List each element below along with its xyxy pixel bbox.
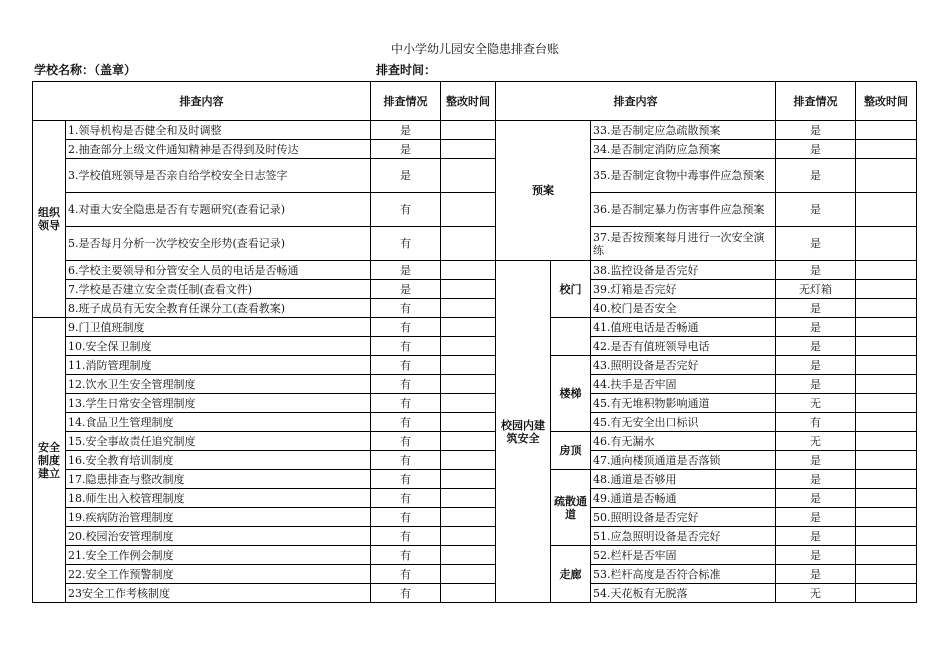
left-item-text: 23安全工作考核制度	[66, 584, 371, 603]
category-org: 组织领导	[33, 121, 66, 318]
right-item-text: 45.有无安全出口标识	[591, 413, 776, 432]
right-item-status: 是	[776, 470, 856, 489]
header-content-right: 排查内容	[496, 82, 776, 121]
left-item-text: 20.校园治安管理制度	[66, 527, 371, 546]
right-item-status: 是	[776, 140, 856, 159]
right-item-status: 是	[776, 508, 856, 527]
subcategory-stairs: 楼梯	[551, 356, 591, 432]
left-item-deadline[interactable]	[441, 299, 496, 318]
right-item-text: 47.通向楼顶通道是否落锁	[591, 451, 776, 470]
left-item-deadline[interactable]	[441, 356, 496, 375]
right-item-text: 54.天花板有无脱落	[591, 584, 776, 603]
left-item-deadline[interactable]	[441, 318, 496, 337]
left-item-status: 有	[371, 193, 441, 227]
right-item-status: 是	[776, 193, 856, 227]
right-item-status: 是	[776, 318, 856, 337]
left-item-deadline[interactable]	[441, 394, 496, 413]
left-item-deadline[interactable]	[441, 546, 496, 565]
left-item-status: 有	[371, 584, 441, 603]
left-item-text: 13.学生日常安全管理制度	[66, 394, 371, 413]
left-item-status: 有	[371, 565, 441, 584]
header-status-right: 排查情况	[776, 82, 856, 121]
right-item-text: 40.校门是否安全	[591, 299, 776, 318]
left-item-status: 有	[371, 527, 441, 546]
left-item-status: 是	[371, 280, 441, 299]
left-item-status: 有	[371, 508, 441, 527]
left-item-deadline[interactable]	[441, 375, 496, 394]
left-item-status: 有	[371, 318, 441, 337]
left-item-status: 是	[371, 159, 441, 193]
subcategory-evacuation: 疏散通道	[551, 470, 591, 546]
right-item-text: 51.应急照明设备是否完好	[591, 527, 776, 546]
left-item-text: 1.领导机构是否健全和及时调整	[66, 121, 371, 140]
subcategory-gate: 校门	[551, 261, 591, 318]
right-item-deadline[interactable]	[856, 337, 917, 356]
right-item-text: 36.是否制定暴力伤害事件应急预案	[591, 193, 776, 227]
right-item-deadline[interactable]	[856, 470, 917, 489]
right-item-status: 是	[776, 489, 856, 508]
left-item-text: 6.学校主要领导和分管安全人员的电话是否畅通	[66, 261, 371, 280]
left-item-text: 17.隐患排查与整改制度	[66, 470, 371, 489]
left-item-deadline[interactable]	[441, 432, 496, 451]
left-item-deadline[interactable]	[441, 451, 496, 470]
right-item-status: 是	[776, 159, 856, 193]
left-item-status: 有	[371, 337, 441, 356]
right-item-text: 35.是否制定食物中毒事件应急预案	[591, 159, 776, 193]
right-item-deadline[interactable]	[856, 394, 917, 413]
left-item-text: 18.师生出入校管理制度	[66, 489, 371, 508]
left-item-text: 12.饮水卫生安全管理制度	[66, 375, 371, 394]
category-plan: 预案	[496, 121, 591, 261]
left-item-status: 有	[371, 470, 441, 489]
right-item-status: 无	[776, 584, 856, 603]
right-item-status: 无灯箱	[776, 280, 856, 299]
right-item-status: 是	[776, 121, 856, 140]
right-item-deadline[interactable]	[856, 489, 917, 508]
right-item-status: 无	[776, 394, 856, 413]
left-item-deadline[interactable]	[441, 280, 496, 299]
right-item-text: 49.通道是否畅通	[591, 489, 776, 508]
left-item-text: 8.班子成员有无安全教育任课分工(查看教案)	[66, 299, 371, 318]
right-item-status: 是	[776, 227, 856, 261]
left-item-deadline[interactable]	[441, 527, 496, 546]
left-item-status: 有	[371, 413, 441, 432]
left-item-text: 3.学校值班领导是否亲自给学校安全日志签字	[66, 159, 371, 193]
header-deadline-right: 整改时间	[856, 82, 917, 121]
inspection-ledger-table	[32, 81, 917, 603]
category-system: 安全制度建立	[33, 318, 66, 603]
left-item-status: 有	[371, 489, 441, 508]
right-item-deadline[interactable]	[856, 299, 917, 318]
right-item-text: 46.有无漏水	[591, 432, 776, 451]
left-item-deadline[interactable]	[441, 413, 496, 432]
right-item-deadline[interactable]	[856, 527, 917, 546]
right-item-status: 是	[776, 451, 856, 470]
left-item-status: 有	[371, 299, 441, 318]
left-item-status: 有	[371, 432, 441, 451]
left-item-text: 9.门卫值班制度	[66, 318, 371, 337]
left-item-status: 有	[371, 394, 441, 413]
right-item-text: 43.照明设备是否完好	[591, 356, 776, 375]
right-item-deadline[interactable]	[856, 375, 917, 394]
right-item-deadline[interactable]	[856, 451, 917, 470]
left-item-text: 21.安全工作例会制度	[66, 546, 371, 565]
left-item-text: 2.抽查部分上级文件通知精神是否得到及时传达	[66, 140, 371, 159]
right-item-deadline[interactable]	[856, 546, 917, 565]
left-item-deadline[interactable]	[441, 140, 496, 159]
right-item-text: 52.栏杆是否牢固	[591, 546, 776, 565]
page-title: 中小学幼儿园安全隐患排查台账	[390, 42, 559, 56]
right-item-deadline[interactable]	[856, 356, 917, 375]
left-item-status: 有	[371, 227, 441, 261]
left-item-deadline[interactable]	[441, 584, 496, 603]
right-item-text: 50.照明设备是否完好	[591, 508, 776, 527]
right-item-text: 44.扶手是否牢固	[591, 375, 776, 394]
inspection-time-label: 排查时间：	[376, 63, 437, 77]
right-item-status: 无	[776, 432, 856, 451]
left-item-status: 有	[371, 451, 441, 470]
left-item-text: 19.疾病防治管理制度	[66, 508, 371, 527]
right-item-status: 是	[776, 375, 856, 394]
header-status-left: 排查情况	[371, 82, 441, 121]
left-item-deadline[interactable]	[441, 261, 496, 280]
left-item-deadline[interactable]	[441, 470, 496, 489]
left-item-deadline[interactable]	[441, 565, 496, 584]
right-item-deadline[interactable]	[856, 413, 917, 432]
left-item-status: 是	[371, 261, 441, 280]
right-item-status: 是	[776, 299, 856, 318]
header-deadline-left: 整改时间	[441, 82, 496, 121]
left-item-status: 有	[371, 356, 441, 375]
right-item-deadline[interactable]	[856, 318, 917, 337]
header-content-left: 排查内容	[33, 82, 371, 121]
left-item-deadline[interactable]	[441, 508, 496, 527]
left-item-deadline[interactable]	[441, 121, 496, 140]
right-item-deadline[interactable]	[856, 193, 917, 227]
left-item-status: 有	[371, 546, 441, 565]
left-item-text: 14.食品卫生管理制度	[66, 413, 371, 432]
left-item-deadline[interactable]	[441, 227, 496, 261]
left-item-status: 是	[371, 140, 441, 159]
right-item-status: 是	[776, 546, 856, 565]
left-item-text: 11.消防管理制度	[66, 356, 371, 375]
right-item-deadline[interactable]	[856, 140, 917, 159]
left-item-text: 5.是否每月分析一次学校安全形势(查看记录)	[66, 227, 371, 261]
left-item-text: 7.学校是否建立安全责任制(查看文件)	[66, 280, 371, 299]
left-item-deadline[interactable]	[441, 159, 496, 193]
left-item-text: 15.安全事故责任追究制度	[66, 432, 371, 451]
right-item-status: 是	[776, 565, 856, 584]
right-item-deadline[interactable]	[856, 280, 917, 299]
subcategory-roof: 房顶	[551, 432, 591, 470]
right-item-text: 38.监控设备是否完好	[591, 261, 776, 280]
left-item-text: 10.安全保卫制度	[66, 337, 371, 356]
left-item-text: 22.安全工作预警制度	[66, 565, 371, 584]
left-item-deadline[interactable]	[441, 489, 496, 508]
right-item-deadline[interactable]	[856, 121, 917, 140]
right-item-text: 34.是否制定消防应急预案	[591, 140, 776, 159]
right-item-deadline[interactable]	[856, 261, 917, 280]
left-item-status: 是	[371, 121, 441, 140]
right-item-status: 有	[776, 413, 856, 432]
subcategory-corridor: 走廊	[551, 546, 591, 603]
right-item-text: 37.是否按预案每月进行一次安全演练	[591, 227, 776, 261]
right-item-status: 是	[776, 527, 856, 546]
right-item-text: 41.值班电话是否畅通	[591, 318, 776, 337]
right-item-deadline[interactable]	[856, 227, 917, 261]
category-campus: 校园内建筑安全	[496, 261, 551, 603]
right-item-text: 48.通道是否够用	[591, 470, 776, 489]
right-item-text: 42.是否有值班领导电话	[591, 337, 776, 356]
right-item-status: 是	[776, 261, 856, 280]
right-item-deadline[interactable]	[856, 508, 917, 527]
school-name-label: 学校名称：（盖章）	[34, 63, 137, 77]
left-item-deadline[interactable]	[441, 193, 496, 227]
left-item-text: 16.安全教育培训制度	[66, 451, 371, 470]
right-item-text: 53.栏杆高度是否符合标准	[591, 565, 776, 584]
right-item-text: 39.灯箱是否完好	[591, 280, 776, 299]
right-item-status: 是	[776, 337, 856, 356]
right-item-text: 33.是否制定应急疏散预案	[591, 121, 776, 140]
right-item-deadline[interactable]	[856, 432, 917, 451]
subcategory-blank	[551, 318, 591, 356]
right-item-status: 是	[776, 356, 856, 375]
left-item-text: 4.对重大安全隐患是否有专题研究(查看记录)	[66, 193, 371, 227]
left-item-deadline[interactable]	[441, 337, 496, 356]
right-item-deadline[interactable]	[856, 565, 917, 584]
right-item-deadline[interactable]	[856, 584, 917, 603]
right-item-deadline[interactable]	[856, 159, 917, 193]
left-item-status: 有	[371, 375, 441, 394]
right-item-text: 45.有无堆积物影响通道	[591, 394, 776, 413]
